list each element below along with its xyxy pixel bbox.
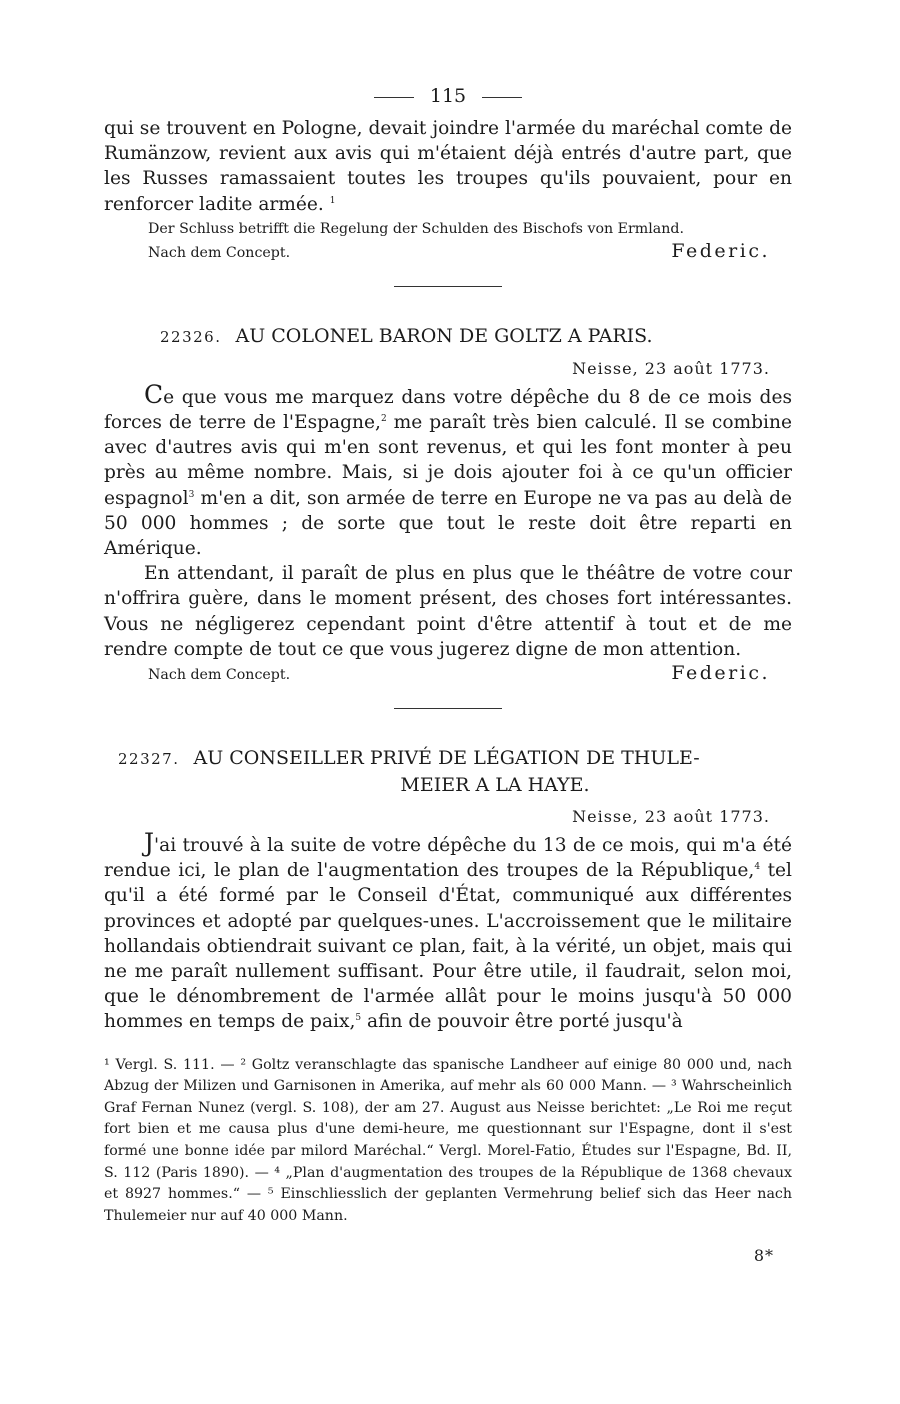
letter-title: AU COLONEL BARON DE GOLTZ A PARIS. bbox=[235, 324, 653, 347]
footnote-ref-3: 3 bbox=[188, 489, 195, 500]
letter-number: 22327. bbox=[118, 750, 180, 769]
letter-paragraph: J'ai trouvé à la suite de votre dépêche du 13 de ce mois, qui m'a été rendue ici, le plan de l'augmentation des troupes de la République,$^4$ tel qu'il a été formé par le Conseil d'État, communiqué aux différentes provinces et adopté par quelques-unes. L'accroissement que le militaire hollandais obtiendrait suivant ce plan, fait, à la vérité, un objet, mais qui ne me paraît nullement suffisant. Pour être utile, il faudrait, selon moi, que le dénombrement de l'armée allât pour le moins jusqu'à 50 000 hommes en temps de paix,$^5$ afin de pouvoir être porté jusqu'à bbox=[104, 828, 792, 1033]
section-divider bbox=[394, 286, 502, 287]
page-header bbox=[104, 84, 792, 108]
letter-paragraph: Ce que vous me marquez dans votre dépêche du 8 de ce mois des forces de terre de l'Espagne,$^2$ me paraît très bien calculé. Il se combine avec d'autres avis qui m'en sont revenus, et qui les font monter à peu près au même nombre. Mais, si je dois ajouter foi à ce qu'un officier espagnol$^3$ m'en a dit, son armée de terre en Europe ne va pas au delà de 50 000 hommes ; de sorte que tout le reste doit être reparti en Amérique. bbox=[104, 379, 792, 560]
letter-heading bbox=[104, 745, 792, 798]
footnote-ref-4: 4 bbox=[754, 862, 761, 873]
source-note: Nach dem Concept. bbox=[148, 667, 291, 684]
footnote-ref-2: 2 bbox=[380, 413, 387, 424]
letter-title-line1: AU CONSEILLER PRIVÉ DE LÉGATION DE THULE- bbox=[193, 747, 700, 770]
header-dash-left bbox=[374, 97, 414, 98]
letter-heading bbox=[104, 323, 792, 350]
carryover-paragraph: qui se trouvent en Pologne, devait joindre l'armée du maréchal comte de Rumänzow, revient aux avis qui m'étaient déjà entrés d'autre part, que les Russes ramassaient toutes les troupes qu'ils pouvaient, pour en renforcer ladite armée. $^1$ bbox=[104, 118, 792, 215]
signature-mark: 8* bbox=[753, 1246, 774, 1265]
editor-note: Der Schluss betrifft die Regelung der Schulden des Bischofs von Ermland. bbox=[148, 220, 684, 237]
signature: Federic. bbox=[671, 239, 770, 262]
letter-number: 22326. bbox=[160, 327, 222, 346]
letter-paragraph: En attendant, il paraît de plus en plus que le théâtre de votre cour n'offrira guère, dans le moment présent, des choses fort intéressantes. Vous ne négligerez cependant point d'être attentif à tout et de me rendre compte de tout ce que vous jugerez digne de mon attention. bbox=[104, 563, 792, 660]
document-page bbox=[104, 84, 792, 1242]
header-dash-right bbox=[482, 97, 522, 98]
signature-block-2 bbox=[104, 662, 792, 690]
letter-title-line2: MEIER A LA HAYE. bbox=[400, 774, 590, 797]
dateline: Neisse, 23 août 1773. bbox=[572, 807, 770, 827]
section-divider bbox=[394, 708, 502, 709]
signature: Federic. bbox=[671, 662, 770, 685]
page-number: 115 bbox=[429, 85, 467, 107]
signature-block-1 bbox=[104, 240, 792, 268]
dateline: Neisse, 23 août 1773. bbox=[572, 358, 770, 378]
footnotes: ¹ Vergl. S. 111. — ² Goltz veranschlagte das spanische Landheer auf einige 80 000 und, nach Abzug der Milizen und Garnisonen in Amerika, auf mehr als 60 000 Mann. — ³ Wahrscheinlich Graf Fernan Nunez (vergl. S. 108), der am 27. August aus Neisse berichtet: „Le Roi me reçut fort bien et me causa plus d'une demi-heure, me questionnant sur l'Espagne, dont il s'est formé une bonne idée par milord Maréchal.“ Vergl. Morel-Fatio, Études sur l'Espagne, Bd. II, S. 112 (Paris 1890). — ⁴ „Plan d'augmentation des troupes de la République de 1368 chevaux et 8927 hommes.“ — ⁵ Einschliesslich der geplanten Vermehrung belief sich das Heer nach Thulemeier nur auf 40 000 Mann. bbox=[104, 1056, 792, 1224]
source-note: Nach dem Concept. bbox=[148, 244, 291, 261]
footnote-ref-1: 1 bbox=[329, 195, 336, 206]
initial-letter: J bbox=[144, 828, 155, 858]
footnote-ref-5: 5 bbox=[355, 1013, 362, 1024]
initial-letter: C bbox=[144, 379, 164, 409]
